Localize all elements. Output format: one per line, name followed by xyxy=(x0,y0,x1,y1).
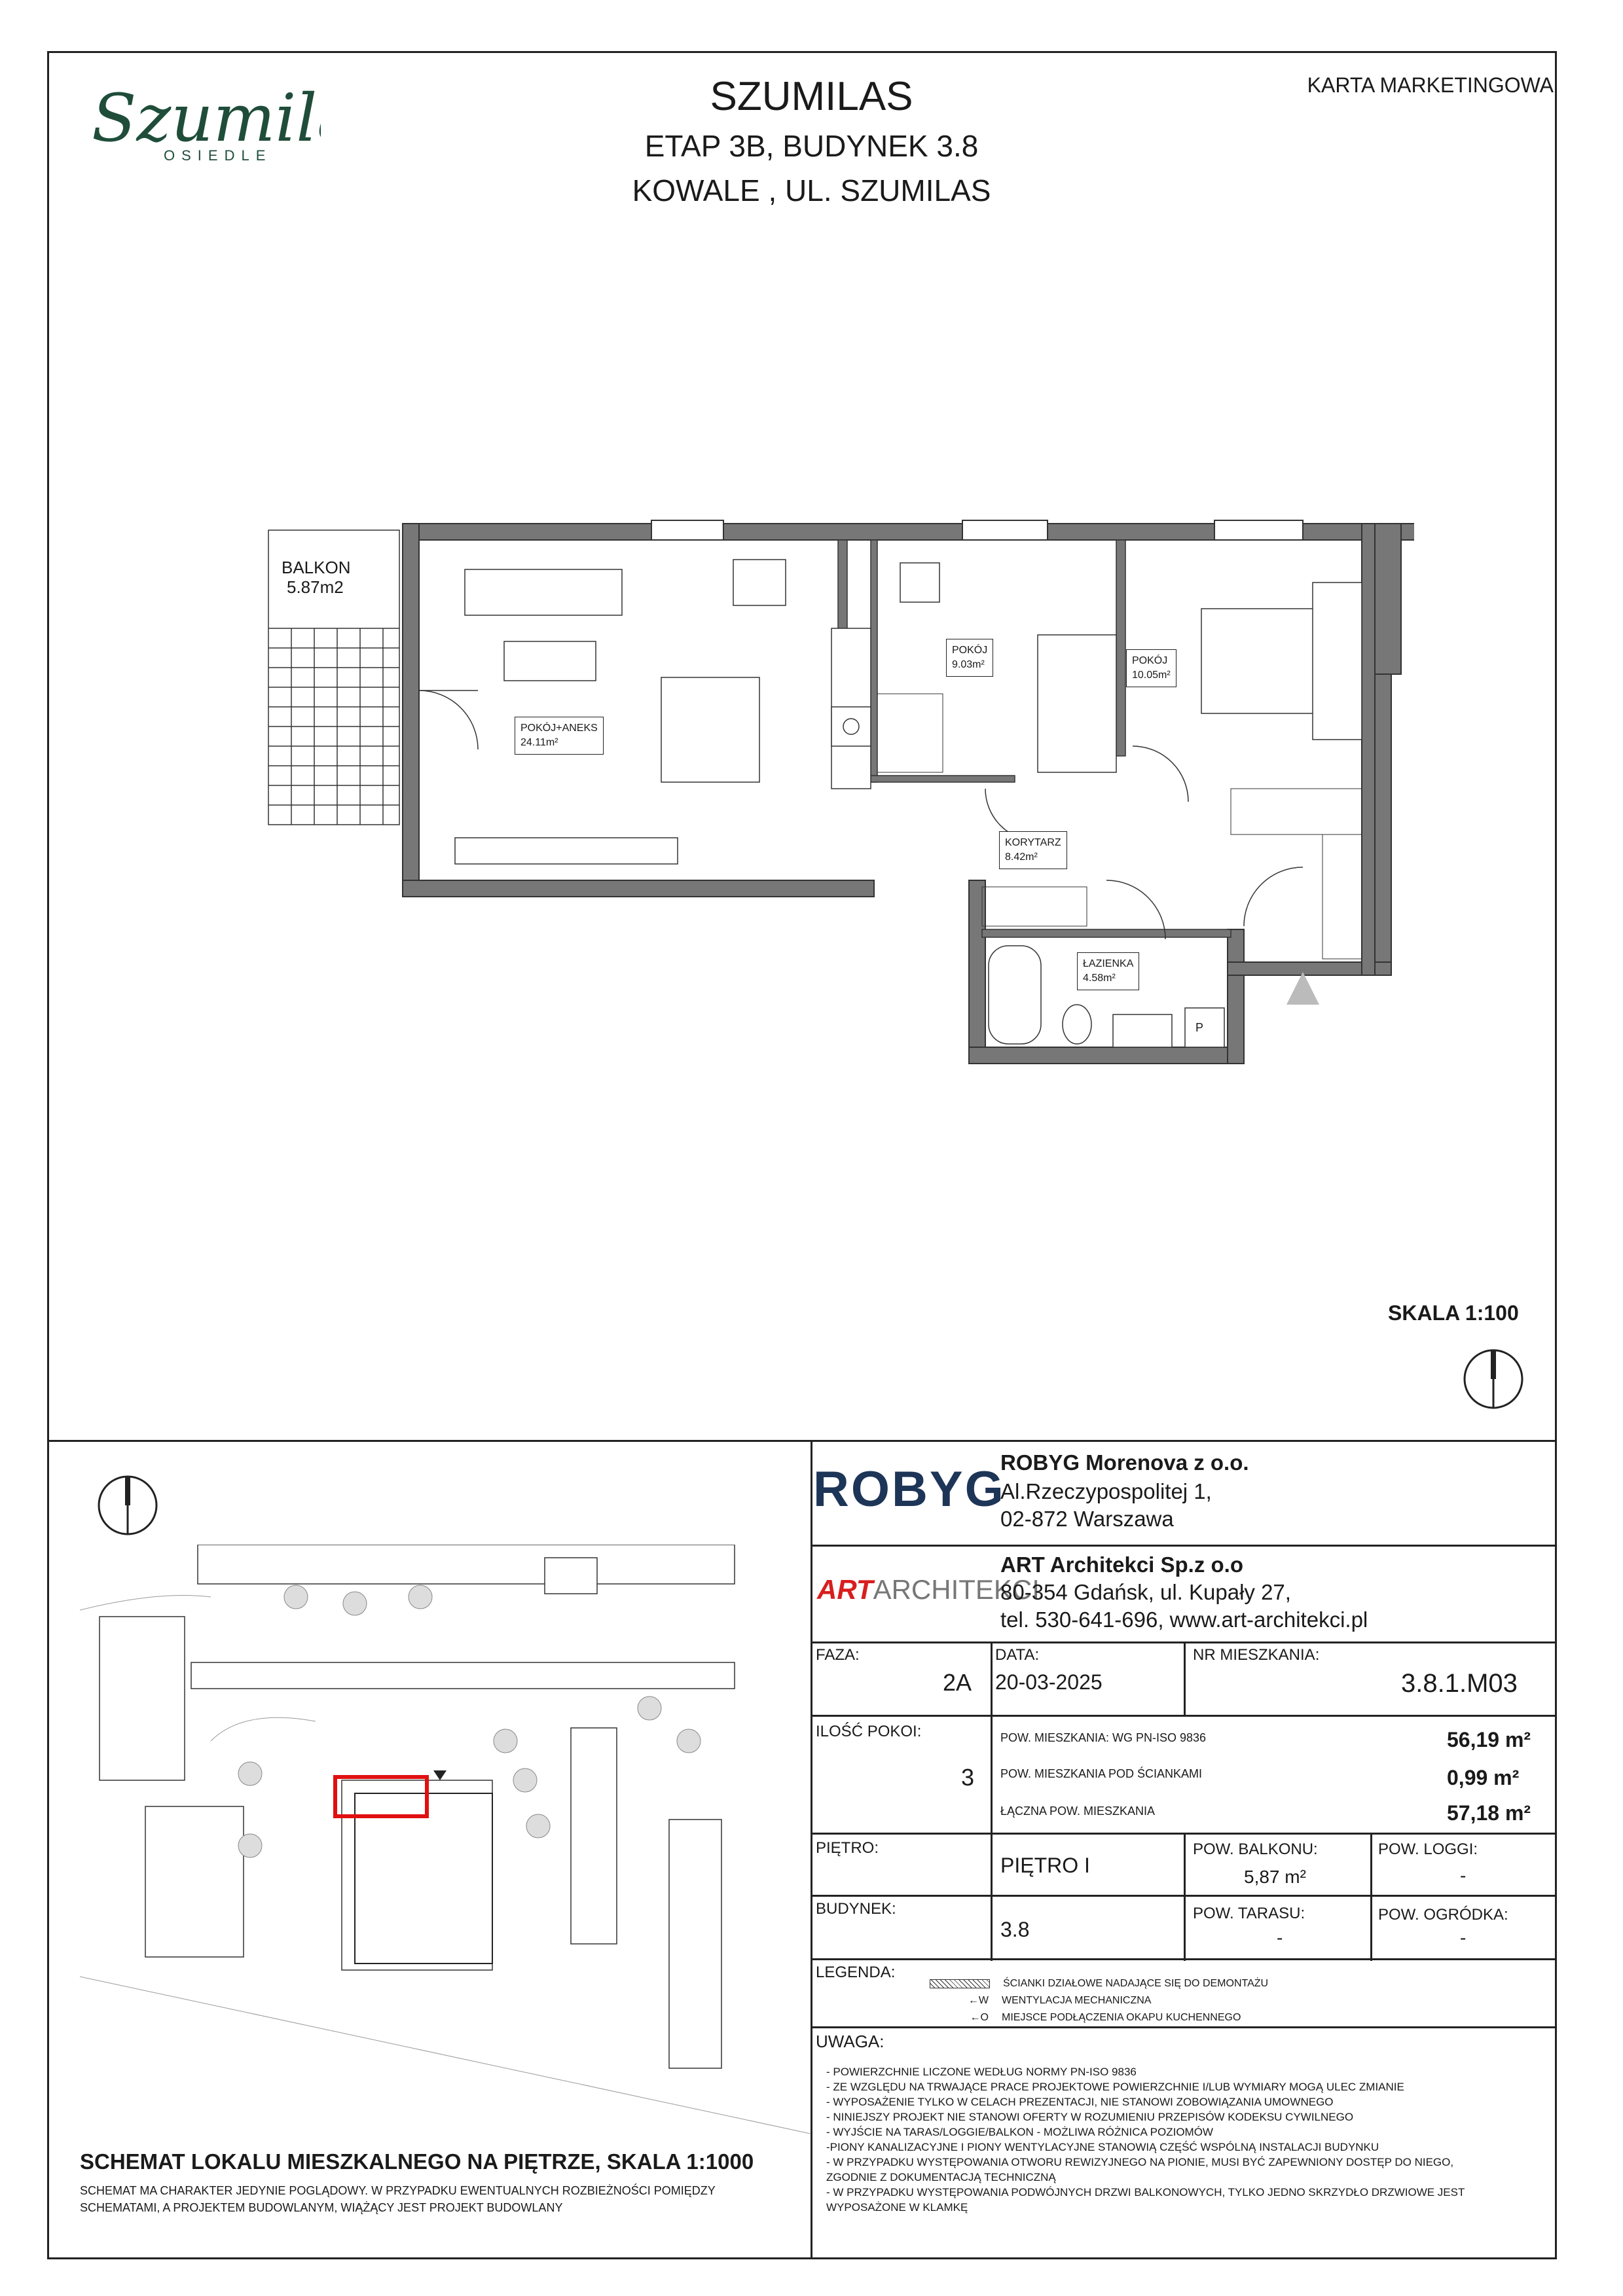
nr-label: NR MIESZKANIA: xyxy=(1193,1646,1320,1664)
robyg-name: ROBYG Morenova z o.o. xyxy=(1000,1450,1249,1475)
legend xyxy=(930,1975,1268,2026)
nr-value: 3.8.1.M03 xyxy=(1401,1669,1518,1698)
pietro-label: PIĘTRO: xyxy=(816,1839,879,1857)
page-subtitle: ETAP 3B, BUDYNEK 3.8 xyxy=(644,129,979,163)
room-label-bedroom-2: POKÓJ 10.05m² xyxy=(1126,649,1176,687)
divider-vertical xyxy=(811,1440,812,2259)
pow3-label: ŁĄCZNA POW. MIESZKANIA xyxy=(1000,1804,1156,1818)
pow2-label: POW. MIESZKANIA POD ŚCIANKAMI xyxy=(1000,1767,1203,1780)
budynek-label: BUDYNEK: xyxy=(816,1900,896,1918)
faza-label: FAZA: xyxy=(816,1646,860,1664)
ogrodek-value: - xyxy=(1460,1928,1467,1948)
loggia-label: POW. LOGGI: xyxy=(1378,1840,1478,1858)
room-label-bedroom-1: POKÓJ 9.03m² xyxy=(946,639,993,677)
logo-sub: OSIEDLE xyxy=(164,147,272,164)
pow1-value: 56,19 m² xyxy=(1447,1728,1531,1751)
page-address: KOWALE , UL. SZUMILAS xyxy=(632,173,991,207)
pow2-value: 0,99 m² xyxy=(1447,1766,1520,1789)
page-title: SZUMILAS xyxy=(710,74,913,119)
taras-value: - xyxy=(1277,1928,1283,1948)
budynek-value: 3.8 xyxy=(1000,1918,1030,1941)
site-plan-note: SCHEMAT MA CHARAKTER JEDYNIE POGLĄDOWY. W PRZYPADKU EWENTUALNYCH ROZBIEŻNOŚCI POMIĘDZY SCHEMATAMI, A PROJEKTEM BUDOWLANYM, WIĄŻĄCY JEST PROJEKT BUDOWLANY xyxy=(80,2184,716,2214)
floor-plan-drawing xyxy=(262,511,1414,1086)
pokoje-label: ILOŚĆ POKOI: xyxy=(816,1723,922,1740)
room-label-corridor: KORYTARZ 8.42m² xyxy=(999,831,1067,869)
north-arrow-small-icon xyxy=(95,1473,160,1538)
robyg-logo: ROBYG xyxy=(813,1462,1006,1517)
pow3-value: 57,18 m² xyxy=(1447,1801,1531,1825)
balcony-label: BALKON 5.87m2 xyxy=(282,558,351,597)
shaft-label: P xyxy=(1195,1021,1204,1034)
notes-title: UWAGA: xyxy=(816,2032,884,2051)
legend-item-demountable: ŚCIANKI DZIAŁOWE NADAJĄCE SIĘ DO DEMONTAŻU xyxy=(930,1975,1268,1992)
legend-title: LEGENDA: xyxy=(816,1964,896,1981)
robyg-address-1: Al.Rzeczypospolitej 1, xyxy=(1000,1479,1212,1503)
legend-item-ventilation: ←W WENTYLACJA MECHANICZNA xyxy=(968,1995,1152,2006)
art-address-2: tel. 530-641-696, www.art-architekci.pl xyxy=(1000,1607,1368,1632)
logo-text: Szumil xyxy=(92,80,318,156)
ogrodek-label: POW. OGRÓDKA: xyxy=(1378,1906,1508,1924)
divider-bottom xyxy=(47,1440,1557,1442)
taras-label: POW. TARASU: xyxy=(1193,1905,1305,1922)
data-label: DATA: xyxy=(995,1646,1040,1664)
scale-label: SKALA 1:100 xyxy=(1388,1301,1519,1325)
art-logo: ARTARCHITEKCI xyxy=(817,1574,1040,1605)
notes-list: - POWIERZCHNIE LICZONE WEDŁUG NORMY PN-ISO 9836 - ZE WZGLĘDU NA TRWAJĄCE PRACE PROJEKTOWE POWIERZCHNIE I/LUB WYMIARY MOGĄ ULEC ZMIANIE - WYPOSAŻENIE TYLKO W CELACH PREZENTACJI, NIE STANOWI ZOBOWIĄZANIA UMOWNEGO - NINIEJSZY PROJEKT NIE STANOWI OFERTY W ROZUMIENIU PRZEPISÓW KODEKSU CYWILNEGO - WYJŚCIE NA TARAS/LOGGIE/BALKON - MOŻLIWA RÓŻNICA POZIOMÓW -PIONY KANALIZACYJNE I PIONY WENTYLACYJNE STANOWIĄ CZĘŚĆ WSPÓLNĄ INSTALACJI BUDYNKU - W PRZYPADKU WYSTĘPOWANIA OTWORU REWIZYJNEGO NA PIONIE, MUSI BYĆ ZAPEWNIONY DOSTĘP DO NIEGO, ZGODNIE Z DOKUMENTACJĄ TECHNICZNĄ - W PRZYPADKU WYSTĘPOWANIA PODWÓJNYCH DRZWI BALKONOWYCH, TYLKO JEDNO SKRZYDŁO DRZWIOWE JEST WYPOSAŻONE W KLAMKĘ xyxy=(826,2066,1465,2214)
pokoje-value: 3 xyxy=(961,1764,975,1791)
site-plan-title: SCHEMAT LOKALU MIESZKALNEGO NA PIĘTRZE, SKALA 1:1000 xyxy=(80,2149,754,2174)
art-name: ART Architekci Sp.z o.o xyxy=(1000,1552,1243,1577)
loggia-value: - xyxy=(1460,1865,1467,1886)
art-address-1: 80-354 Gdańsk, ul. Kupały 27, xyxy=(1000,1580,1291,1604)
floor-plan xyxy=(262,511,1414,1086)
balkon-value: 5,87 m² xyxy=(1244,1867,1306,1887)
pietro-value: PIĘTRO I xyxy=(1000,1854,1090,1877)
balkon-label: POW. BALKONU: xyxy=(1193,1840,1318,1858)
pow1-label: POW. MIESZKANIA: WG PN-ISO 9836 xyxy=(1000,1731,1207,1744)
north-arrow-icon xyxy=(1461,1347,1525,1411)
document-type-label: KARTA MARKETINGOWA xyxy=(1307,73,1554,97)
robyg-address-2: 02-872 Warszawa xyxy=(1000,1507,1174,1531)
room-label-bathroom: ŁAZIENKA 4.58m² xyxy=(1077,952,1139,990)
room-label-living: POKÓJ+ANEKS 24.11m² xyxy=(515,717,604,755)
data-value: 20-03-2025 xyxy=(995,1670,1103,1694)
legend-item-hood: ←O MIEJSCE PODŁĄCZENIA OKAPU KUCHENNEGO xyxy=(970,2012,1241,2023)
site-plan xyxy=(80,1545,811,2134)
faza-value: 2A xyxy=(943,1669,972,1696)
